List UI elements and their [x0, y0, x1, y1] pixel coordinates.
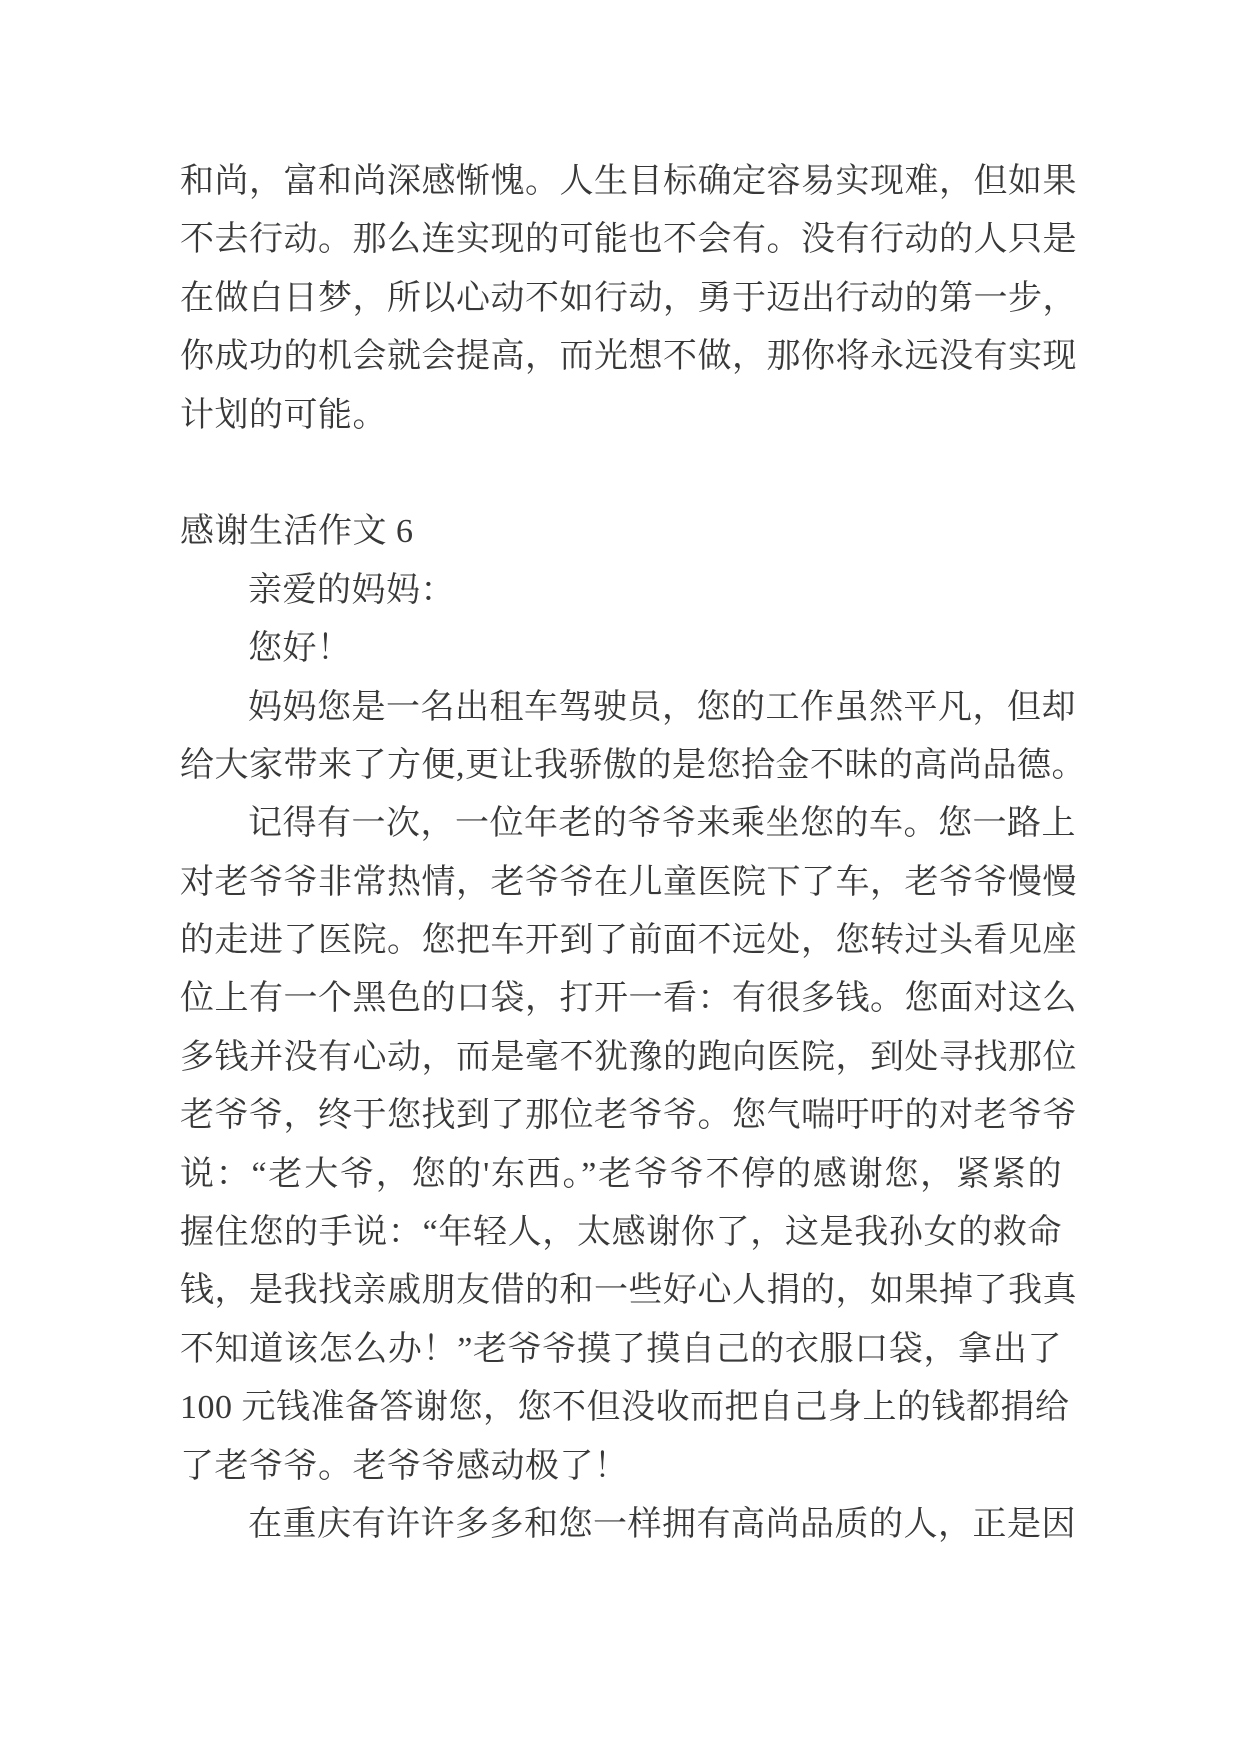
text-line: 100 元钱准备答谢您，您不但没收而把自己身上的钱都捐给: [180, 1389, 1070, 1427]
essay-heading: 感谢生活作文 6: [180, 513, 414, 551]
text-line: 握住您的手说：“年轻人，太感谢你了，这是我孙女的救命: [180, 1214, 1062, 1252]
text-line: 在重庆有许许多多和您一样拥有高尚品质的人，正是因: [248, 1505, 1076, 1543]
text-line: 说：“老大爷，您的'东西。”老爷爷不停的感谢您，紧紧的: [180, 1155, 1062, 1193]
text-line: 多钱并没有心动，而是毫不犹豫的跑向医院，到处寻找那位: [180, 1038, 1077, 1076]
text-line: 位上有一个黑色的口袋，打开一看：有很多钱。您面对这么: [180, 980, 1077, 1018]
text-line: 了老爷爷。老爷爷感动极了！: [180, 1447, 629, 1485]
letter-salutation: 亲爱的妈妈：: [248, 571, 455, 609]
text-line: 不知道该怎么办！”老爷爷摸了摸自己的衣服口袋，拿出了: [180, 1330, 1062, 1368]
text-line: 不去行动。那么连实现的可能也不会有。没有行动的人只是: [180, 221, 1077, 259]
text-column: [180, 153, 1086, 1554]
text-line: 妈妈您是一名出租车驾驶员，您的工作虽然平凡，但却: [248, 688, 1076, 726]
text-line: 给大家带来了方便,更让我骄傲的是您拾金不昧的高尚品德。: [180, 746, 1086, 784]
letter-greeting: 您好！: [248, 630, 352, 668]
text-line: 在做白日梦，所以心动不如行动，勇于迈出行动的第一步，: [180, 279, 1077, 317]
text-line: 和尚，富和尚深感惭愧。人生目标确定容易实现难，但如果: [180, 163, 1077, 200]
text-line: 你成功的机会就会提高，而光想不做，那你将永远没有实现: [180, 338, 1077, 376]
text-line: 老爷爷，终于您找到了那位老爷爷。您气喘吁吁的对老爷爷: [180, 1097, 1077, 1135]
text-line: 的走进了医院。您把车开到了前面不远处，您转过头看见座: [180, 922, 1077, 960]
text-line: 记得有一次，一位年老的爷爷来乘坐您的车。您一路上: [248, 805, 1076, 843]
blank-line: [180, 445, 1062, 503]
text-line: 对老爷爷非常热情，老爷爷在儿童医院下了车，老爷爷慢慢: [180, 863, 1077, 901]
text-line: 钱，是我找亲戚朋友借的和一些好心人捐的，如果掉了我真: [180, 1272, 1077, 1310]
text-line: 计划的可能。: [180, 396, 387, 434]
